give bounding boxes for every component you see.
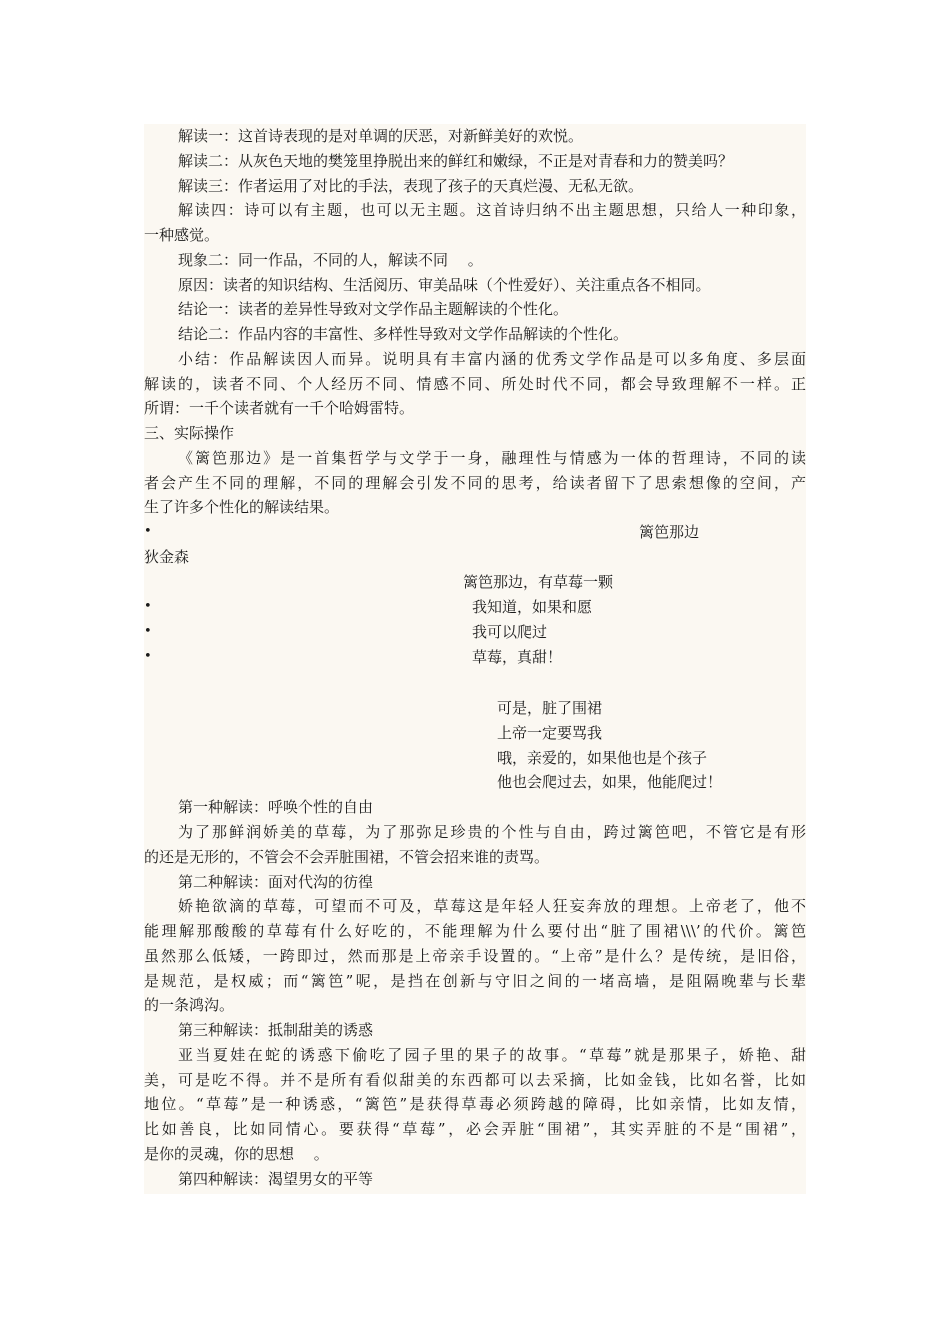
reading-2-line-4: 是规范，是权威；而“篱笆”呢，是挡在创新与守旧之间的一堵高墙，是阻隔晚辈与长辈	[144, 972, 806, 990]
poem-line-8: 他也会爬过去，如果，他能爬过！	[497, 773, 723, 791]
reading-four-line-2: 一种感觉。	[144, 226, 220, 244]
summary-line-2: 解读的，读者不同、个人经历不同、情感不同、所处时代不同，都会导致理解不一样。正	[144, 375, 806, 393]
reading-two: 解读二：从灰色天地的樊笼里挣脱出来的鲜红和嫩绿，不正是对青春和力的赞美吗？	[178, 152, 734, 170]
poem-line-1: 篱笆那边，有草莓一颗	[463, 573, 614, 591]
intro-line-2: 者会产生不同的理解，不同的理解会引发不同的思考，给读者留下了思索想像的空间，产	[144, 474, 806, 492]
poem-author: 狄金森	[144, 548, 190, 566]
reason: 原因：读者的知识结构、生活阅历、审美品味（个性爱好）、关注重点各不相同。	[178, 276, 711, 294]
poem-line-4: 草莓，真甜！	[472, 648, 563, 666]
reading-1-line-2: 的还是无形的，不管会不会弄脏围裙，不管会招来谁的责骂。	[144, 848, 550, 866]
summary-line-1: 小结：作品解读因人而异。说明具有丰富内涵的优秀文学作品是可以多角度、多层面	[178, 350, 806, 368]
bullet-mark: •	[144, 624, 152, 639]
reading-3-line-4: 比如善良，比如同情心。要获得“草莓”，必会弄脏“围裙”，其实弄脏的不是“围裙”，	[144, 1120, 806, 1138]
reading-3-line-3: 地位。“草莓”是一种诱惑，“篱笆”是获得草毒必须跨越的障碍，比如亲情，比如友情，	[144, 1095, 806, 1113]
conclusion-two: 结论二：作品内容的丰富性、多样性导致对文学作品解读的个性化。	[178, 325, 629, 343]
reading-one: 解读一：这首诗表现的是对单调的厌恶，对新鲜美好的欢悦。	[178, 127, 584, 145]
poem-line-5: 可是，脏了围裙	[497, 699, 603, 717]
bullet-mark: •	[144, 649, 152, 664]
section-heading-practice: 三、实际操作	[144, 424, 235, 442]
reading-2-line-2: 能理解那酸酸的草莓有什么好吃的，不能理解为什么要付出“脏了围裙\\\’的代价。篱笆	[144, 922, 806, 940]
reading-3-line-2: 美，可是吃不得。并不是所有看似甜美的东西都可以去采摘，比如金钱，比如名誉，比如	[144, 1071, 806, 1089]
reading-2-title: 第二种解读：面对代沟的彷徨	[178, 873, 374, 891]
phenomenon-two: 现象二：同一作品，不同的人，解读不同 。	[178, 251, 483, 269]
reading-2-line-5: 的一条鸿沟。	[144, 996, 235, 1014]
poem-line-6: 上帝一定要骂我	[497, 724, 603, 742]
bullet-mark: •	[144, 524, 152, 539]
reading-3-title: 第三种解读：抵制甜美的诱惑	[178, 1021, 374, 1039]
reading-three: 解读三：作者运用了对比的手法，表现了孩子的天真烂漫、无私无欲。	[178, 177, 644, 195]
reading-3-line-5: 是你的灵魂，你的思想 。	[144, 1145, 329, 1163]
reading-1-line-1: 为了那鲜润娇美的草莓，为了那弥足珍贵的个性与自由，跨过篱笆吧，不管它是有形	[178, 823, 806, 841]
reading-4-title: 第四种解读：渴望男女的平等	[178, 1170, 374, 1188]
poem-line-2: 我知道，如果和愿	[472, 598, 593, 616]
poem-title: 篱笆那边	[639, 523, 700, 541]
summary-line-3: 所谓：一千个读者就有一千个哈姆雷特。	[144, 399, 415, 417]
reading-four-line-1: 解读四：诗可以有主题，也可以无主题。这首诗归纳不出主题思想，只给人一种印象，	[178, 201, 806, 219]
reading-2-line-3: 虽然那么低矮，一跨即过，然而那是上帝亲手设置的。“上帝”是什么？是传统，是旧俗，	[144, 947, 806, 965]
bullet-mark: •	[144, 599, 152, 614]
reading-1-title: 第一种解读：呼唤个性的自由	[178, 798, 374, 816]
reading-2-line-1: 娇艳欲滴的草莓，可望而不可及，草莓这是年轻人狂妄奔放的理想。上帝老了，他不	[178, 897, 806, 915]
poem-line-3: 我可以爬过	[472, 623, 548, 641]
intro-line-1: 《篱笆那边》是一首集哲学与文学于一身，融理性与情感为一体的哲理诗，不同的读	[178, 449, 806, 467]
reading-3-line-1: 亚当夏娃在蛇的诱惑下偷吃了园子里的果子的故事。“草莓”就是那果子，娇艳、甜	[178, 1046, 806, 1064]
conclusion-one: 结论一：读者的差异性导致对文学作品主题解读的个性化。	[178, 300, 569, 318]
intro-line-3: 生了许多个性化的解读结果。	[144, 498, 340, 516]
poem-line-7: 哦，亲爱的，如果他也是个孩子	[497, 749, 708, 767]
